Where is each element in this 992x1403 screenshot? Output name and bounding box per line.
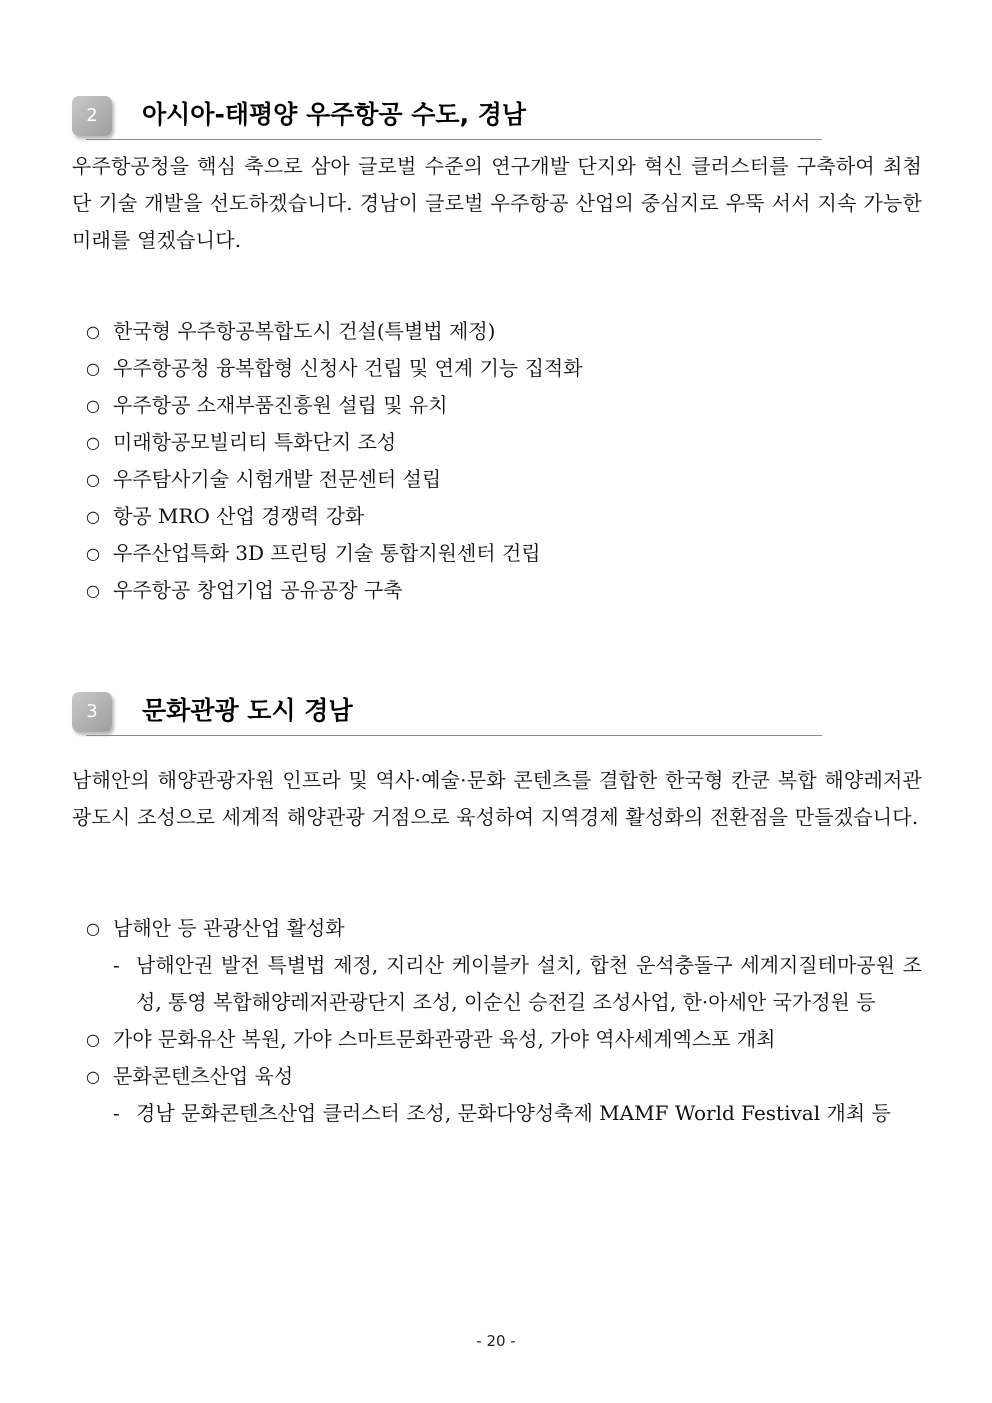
section-intro-paragraph: 우주항공청을 핵심 축으로 삼아 글로벌 수준의 연구개발 단지와 혁신 클러스터를 구축하여 최첨단 기술 개발을 선도하겠습니다. 경남이 글로벌 우주항공 산업의 중심지로 우뚝 서서 지속 가능한 미래를 열겠습니다. [72,154,922,252]
section-divider [86,139,822,140]
list-item: ○ 우주항공 소재부품진흥원 설립 및 유치 [86,387,922,424]
circle-bullet-icon: ○ [86,396,100,415]
dash-bullet: - [113,1101,120,1125]
list-item: ○ 한국형 우주항공복합도시 건설(특별법 제정) [86,313,922,350]
section-intro-paragraph: 남해안의 해양관광자원 인프라 및 역사·예술·문화 콘텐츠를 결합한 한국형 칸쿤 복합 해양레저관광도시 조성으로 세계적 해양관광 거점으로 육성하여 지역경제 활성화의 전환점을 만들겠습니다. [72,768,922,829]
section-number-badge: 3 [72,692,112,732]
section-title: 아시아-태평양 우주항공 수도, 경남 [142,100,527,129]
bullet-list [86,910,922,1132]
dash-bullet: - [113,953,120,977]
list-item: ○ 남해안 등 관광산업 활성화 [86,910,922,947]
list-item-detail: - 남해안권 발전 특별법 제정, 지리산 케이블카 설치, 합천 운석충돌구 세계지질테마공원 조성, 통영 복합해양레저관광단지 조성, 이순신 승전길 조성사업, 한·아세안 국가정원 등 [86,947,922,1021]
section-header [72,692,822,742]
list-item: ○ 우주항공청 융복합형 신청사 건립 및 연계 기능 집적화 [86,350,922,387]
circle-bullet-icon: ○ [86,433,100,452]
list-item: ○ 우주산업특화 3D 프린팅 기술 통합지원센터 건립 [86,535,922,572]
section-number-badge: 2 [72,96,112,136]
circle-bullet-icon: ○ [86,919,100,938]
circle-bullet-icon: ○ [86,359,100,378]
page-number: - 20 - [476,1332,516,1350]
circle-bullet-icon: ○ [86,1067,100,1086]
section-title: 문화관광 도시 경남 [142,696,353,725]
circle-bullet-icon: ○ [86,507,100,526]
list-item-detail: - 경남 문화콘텐츠산업 클러스터 조성, 문화다양성축제 MAMF World Festival 개최 등 [86,1095,922,1132]
section-divider [86,735,822,736]
list-item: ○ 항공 MRO 산업 경쟁력 강화 [86,498,922,535]
circle-bullet-icon: ○ [86,581,100,600]
section-header [72,96,822,146]
circle-bullet-icon: ○ [86,1030,100,1049]
circle-bullet-icon: ○ [86,322,100,341]
list-item: ○ 우주항공 창업기업 공유공장 구축 [86,572,922,609]
list-item: ○ 미래항공모빌리티 특화단지 조성 [86,424,922,461]
list-item: ○ 가야 문화유산 복원, 가야 스마트문화관광관 육성, 가야 역사세계엑스포 개최 [86,1021,922,1058]
circle-bullet-icon: ○ [86,544,100,563]
list-item: ○ 문화콘텐츠산업 육성 [86,1058,922,1095]
circle-bullet-icon: ○ [86,470,100,489]
bullet-list [86,313,922,609]
list-item: ○ 우주탐사기술 시험개발 전문센터 설립 [86,461,922,498]
